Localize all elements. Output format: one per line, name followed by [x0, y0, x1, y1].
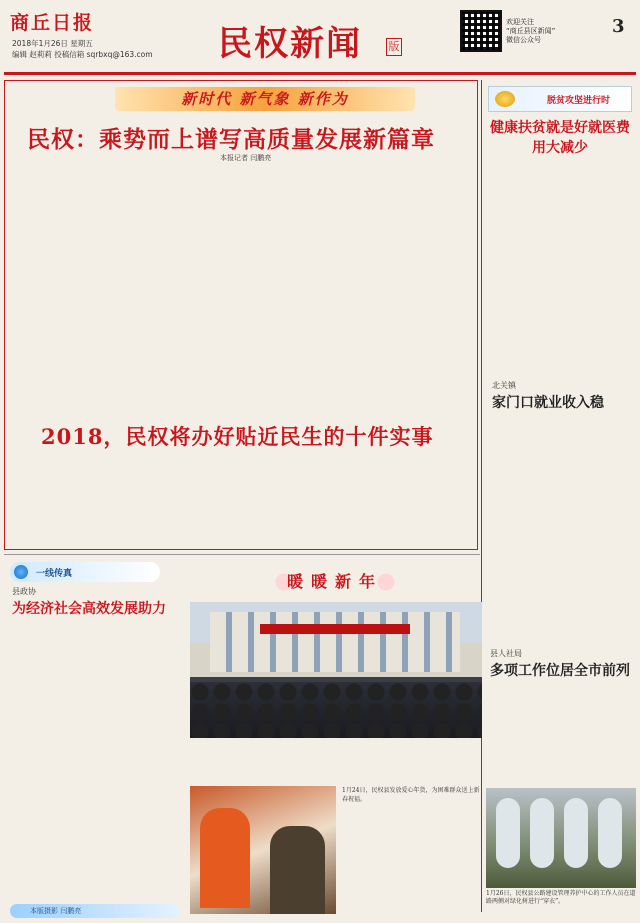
- second-headline[interactable]: 2018，民权将办好贴近民生的十件实事: [41, 424, 434, 449]
- coin-icon: [495, 91, 515, 107]
- frontline-tag: [10, 562, 160, 582]
- slogan-banner: [115, 87, 415, 111]
- banner-sign: [260, 624, 410, 634]
- date-line: 2018年1月26日 星期五: [12, 39, 93, 48]
- hrss-headline[interactable]: 多项工作位居全市前列: [490, 663, 630, 679]
- edition-tag: 版: [386, 38, 402, 56]
- lower-right-story: [486, 648, 636, 918]
- employment-headline[interactable]: 家门口就业收入稳: [492, 395, 604, 411]
- tree-photo[interactable]: [486, 788, 636, 888]
- slogan-text: 新时代 新气象 新作为: [181, 90, 349, 108]
- date-info: [12, 38, 153, 60]
- section-divider: [4, 554, 480, 555]
- hrss-section: 县人社局: [490, 649, 522, 658]
- tree-shape: [496, 798, 520, 868]
- tree-shape: [564, 798, 588, 868]
- tree-shape: [530, 798, 554, 868]
- editor-line: 编辑 赵莉莉 投稿信箱 sqrbxq@163.com: [12, 50, 153, 59]
- ceremony-photo[interactable]: [190, 602, 482, 738]
- person-shape: [200, 808, 250, 908]
- photo-credit: 本版摄影 闫鹏亮: [30, 907, 82, 915]
- frontline-label: 一线传真: [36, 569, 73, 579]
- header-rule: [4, 72, 636, 75]
- qr-caption: [506, 18, 555, 45]
- crowd-shape: [190, 682, 482, 738]
- lower-left-story: [4, 558, 184, 918]
- beiguan-section: 北关镇: [492, 381, 516, 390]
- cppcc-headline[interactable]: 为经济社会高效发展助力: [12, 601, 166, 617]
- qr-caption-line: 欢迎关注: [506, 18, 534, 26]
- qr-caption-line: “商丘县区新闻”: [506, 27, 556, 35]
- right-column: [484, 80, 636, 648]
- qr-caption-line: 微信公众号: [506, 36, 541, 44]
- qr-code-icon[interactable]: [460, 10, 502, 52]
- globe-icon: [14, 565, 28, 579]
- poverty-banner-label: 脱贫攻坚进行时: [547, 96, 611, 106]
- photo-credit-bar: [10, 904, 180, 918]
- feature-caption: 1月24日，民权县发放爱心年货，为困难群众送上新春祝福。: [342, 787, 480, 803]
- building-shape: [210, 612, 460, 672]
- cppcc-section: 县政协: [12, 587, 36, 596]
- article-column: [13, 167, 125, 407]
- person-shape: [270, 826, 325, 914]
- main-story[interactable]: [4, 80, 478, 550]
- newspaper-logo: 商丘日报: [10, 12, 95, 34]
- poverty-banner: [488, 86, 632, 112]
- main-headline[interactable]: 民权：乘势而上谱写高质量发展新篇章: [27, 126, 435, 153]
- tree-shape: [598, 798, 622, 868]
- main-byline: 本报记者 闫鹏亮: [220, 154, 272, 162]
- new-year-feature: [190, 562, 482, 914]
- feature-title: 暖暖新年: [250, 568, 420, 596]
- health-headline[interactable]: 健康扶贫就是好就医费用大减少: [490, 120, 630, 156]
- page-number: 3: [612, 16, 625, 37]
- section-title: 民权新闻: [218, 24, 362, 64]
- tree-caption: 1月26日，民权县公路建设管理养护中心的工作人员在道路两侧对绿化树进行“穿衣”。: [486, 890, 636, 905]
- gift-photo[interactable]: [190, 786, 336, 914]
- masthead: [0, 0, 640, 72]
